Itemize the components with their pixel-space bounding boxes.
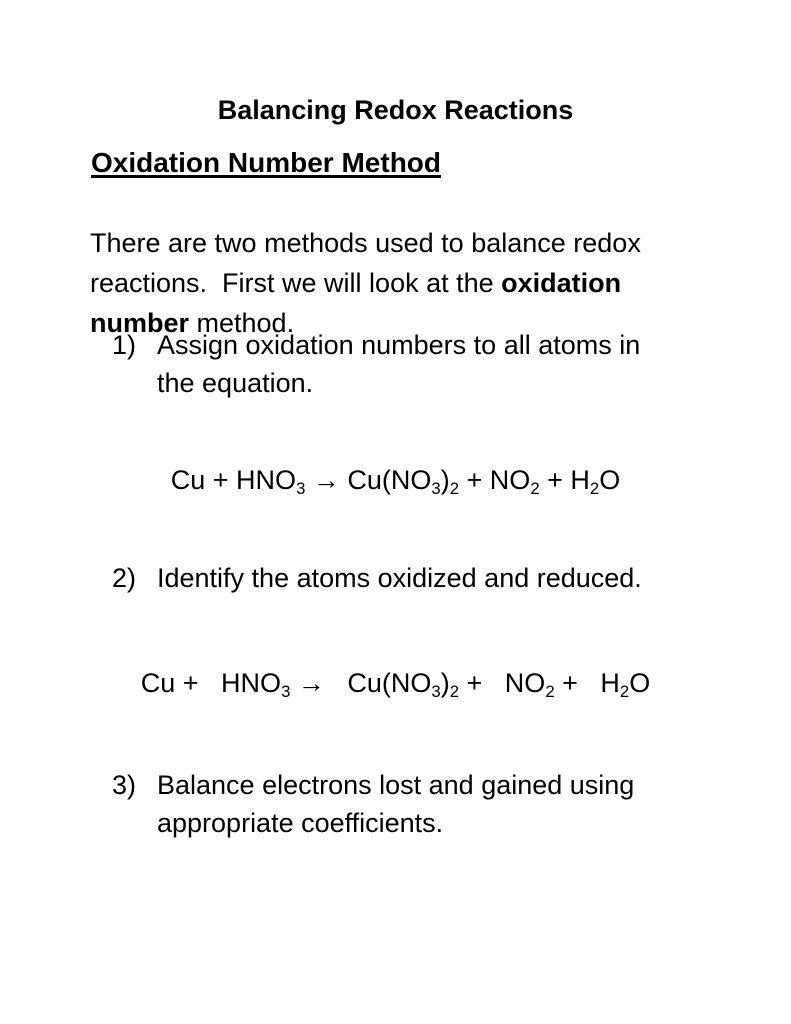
step-number-1: 1) [112, 330, 137, 360]
step-text-3: Balance electrons lost and gained using appropriate coefficients. [157, 770, 635, 838]
chemical-equation-2: $Cu + HNO_3 \to Cu(NO_3)_2 + NO_2 + H_2O$ [140, 668, 651, 701]
right-arrow-icon: → [297, 668, 325, 698]
step-item-2 [112, 559, 642, 597]
step-text-1: Assign oxidation numbers to all atoms in the equation. [157, 330, 641, 398]
document-title: Balancing Redox Reactions [217, 95, 574, 125]
step-text-2: Identify the atoms oxidized and reduced. [157, 563, 642, 593]
section-heading: Oxidation Number Method [91, 147, 441, 178]
step-number-2: 2) [112, 563, 137, 593]
right-arrow-icon: → [312, 465, 340, 495]
step-item-1 [112, 326, 640, 402]
step-item-3 [112, 766, 634, 842]
intro-paragraph: There are two methods used to balance redox reactions. First we will look at the oxidation number method. [90, 228, 641, 338]
step-number-3: 3) [112, 770, 137, 800]
chemical-equation-1: $Cu + HNO_3 \to Cu(NO_3)_2 + NO_2 + H_2O$ [170, 465, 621, 498]
